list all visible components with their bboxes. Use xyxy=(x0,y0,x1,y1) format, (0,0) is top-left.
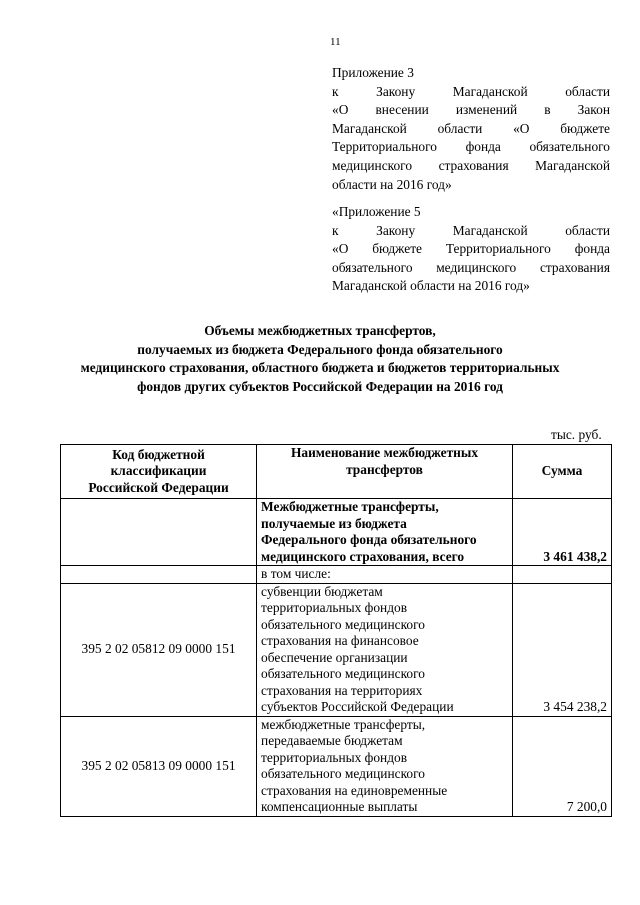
cell-line: страхования на территориях xyxy=(261,682,423,698)
appendix-line: Территориального фонда обязательного xyxy=(332,139,610,155)
sum-cell: 7 200,0 xyxy=(512,716,611,816)
code-cell: 395 2 02 05812 09 0000 151 xyxy=(61,583,257,716)
transfers-table xyxy=(60,444,612,817)
table-row xyxy=(61,716,612,816)
appendix-line: обязательного медицинского страхования xyxy=(332,259,610,275)
appendix-line: «О бюджете Территориального фонда xyxy=(332,241,610,257)
cell-line: передаваемые бюджетам xyxy=(261,733,403,748)
header-code-line: классификации xyxy=(110,463,207,479)
page-number: 11 xyxy=(330,36,341,48)
appendix-line: Магаданской области на 2016 год» xyxy=(332,278,530,294)
cell-line: Межбюджетные трансферты, xyxy=(261,499,439,514)
appendix-line: к Закону Магаданской области xyxy=(332,83,610,99)
table-header-row xyxy=(61,445,612,499)
header-code xyxy=(61,445,257,499)
document-title xyxy=(40,322,600,396)
header-name xyxy=(257,445,513,499)
cell-line: обязательного медицинского xyxy=(261,666,425,681)
title-line: фондов других субъектов Российской Федерации на 2016 год xyxy=(137,378,503,394)
appendix-line: «О внесении изменений в Закон xyxy=(332,102,610,118)
appendix-line: Приложение 3 xyxy=(332,65,414,80)
name-cell xyxy=(257,583,513,716)
total-name-cell xyxy=(257,499,513,566)
total-sum-cell: 3 461 438,2 xyxy=(512,499,611,566)
cell-line: территориальных фондов xyxy=(261,600,408,615)
cell-line: обязательного медицинского xyxy=(261,616,425,632)
appendix-line: Магаданской области «О бюджете xyxy=(332,120,610,136)
title-line: Объемы межбюджетных трансфертов, xyxy=(204,323,436,338)
title-line: медицинского страхования, областного бюджета и бюджетов территориальных xyxy=(80,360,560,376)
appendix-line: к Закону Магаданской области xyxy=(332,222,610,238)
total-code-cell xyxy=(61,499,257,566)
cell-line: страхования на единовременные xyxy=(261,782,448,798)
header-name-line: Наименование межбюджетных xyxy=(290,445,479,460)
name-cell xyxy=(257,716,513,816)
header-sum: Сумма xyxy=(512,445,611,499)
header-name-line: трансфертов xyxy=(346,461,423,477)
including-name-cell: в том числе: xyxy=(257,566,513,584)
appendix-line: области на 2016 год» xyxy=(332,176,452,192)
appendix-line: медицинского страхования Магаданской xyxy=(332,157,610,173)
header-code-line: Код бюджетной xyxy=(112,446,205,462)
including-sum-cell xyxy=(512,566,611,584)
cell-line: обязательного медицинского xyxy=(261,766,425,781)
including-code-cell xyxy=(61,566,257,584)
table-row xyxy=(61,583,612,716)
cell-line: Федерального фонда обязательного xyxy=(261,532,477,547)
cell-line: получаемые из бюджета xyxy=(261,515,407,531)
appendix-5-header xyxy=(332,203,610,296)
cell-line: территориальных фондов xyxy=(261,749,408,765)
cell-line: обеспечение организации xyxy=(261,649,408,665)
cell-line: компенсационные выплаты xyxy=(261,799,418,814)
cell-line: медицинского страхования, всего xyxy=(261,548,465,564)
header-code-line: Российской Федерации xyxy=(88,479,229,495)
code-cell: 395 2 02 05813 09 0000 151 xyxy=(61,716,257,816)
table-row-total xyxy=(61,499,612,566)
table-row-including xyxy=(61,566,612,584)
appendix-3-header xyxy=(332,64,610,194)
cell-line: субвенции бюджетам xyxy=(261,583,383,599)
cell-line: субъектов Российской Федерации xyxy=(261,699,454,714)
cell-line: межбюджетные трансферты, xyxy=(261,716,426,732)
cell-line: страхования на финансовое xyxy=(261,633,419,648)
title-line: получаемых из бюджета Федерального фонда обязательного xyxy=(137,341,503,357)
sum-cell: 3 454 238,2 xyxy=(512,583,611,716)
appendix-line: «Приложение 5 xyxy=(332,204,421,219)
unit-label: тыс. руб. xyxy=(551,427,602,442)
